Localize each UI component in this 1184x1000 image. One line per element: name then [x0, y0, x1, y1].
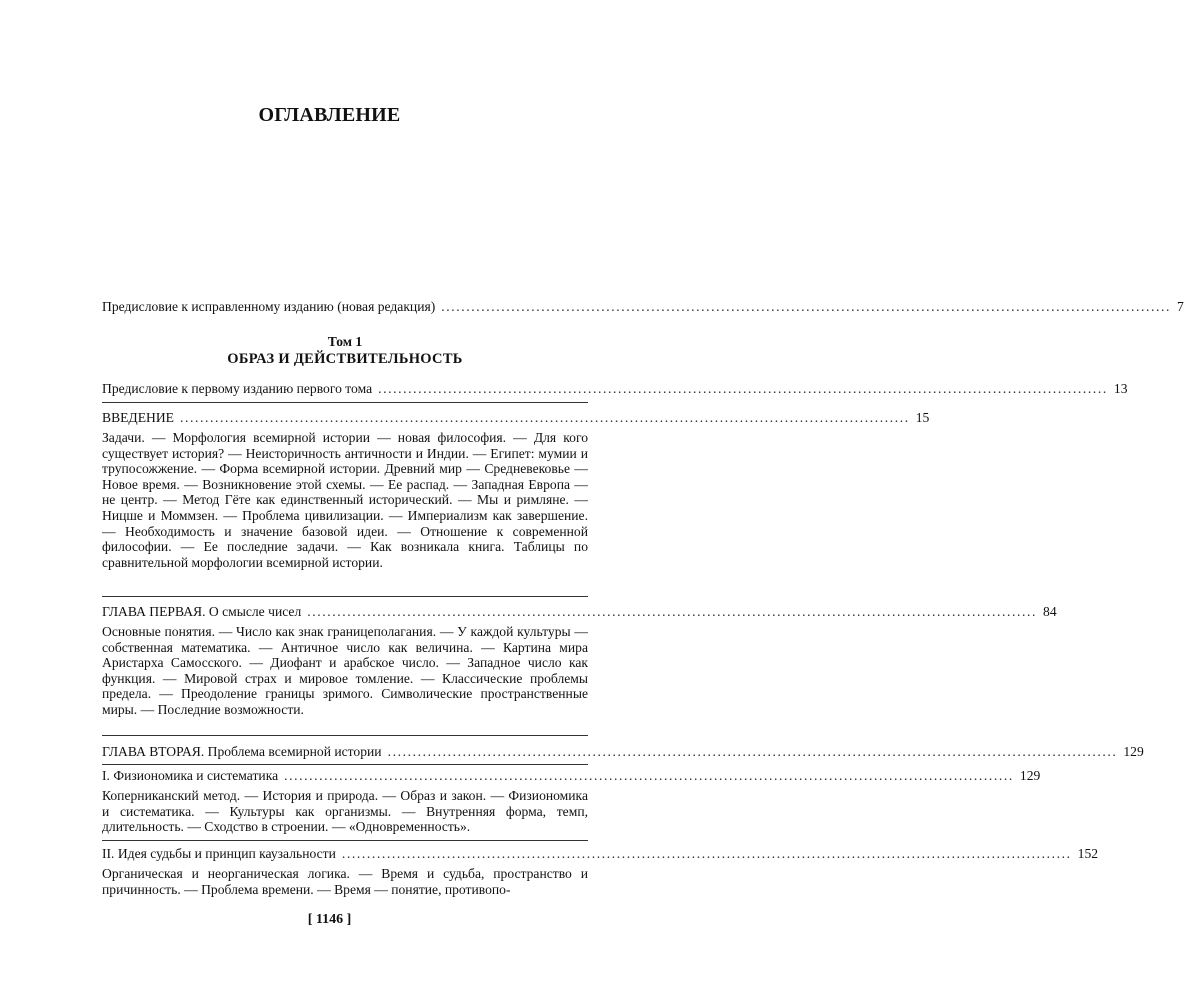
entry-title: ГЛАВА ВТОРАЯ. Проблема всемирной истории: [102, 744, 382, 759]
toc-entry-preface-revised: [102, 297, 1184, 317]
toc-entry-chapter-1: [102, 602, 1057, 718]
entry-page: 129: [1123, 744, 1144, 759]
page-number: [ 1146 ]: [307, 912, 352, 927]
entry-title: II. Идея судьбы и принцип каузальности: [102, 846, 336, 861]
entry-page: 13: [1113, 381, 1128, 396]
entry-page: 84: [1043, 604, 1057, 619]
entry-description: Коперниканский метод. — История и природа. — Образ и закон. — Физиономика и систематика. — Культуры как организмы. — Внутренняя форма, темп, длительность. — Сходство в строении. — «Одновременность».: [102, 788, 588, 835]
separator: [102, 735, 588, 736]
entry-description: Органическая и неорганическая логика. — Время и судьба, пространство и причинность. — Проблема времени. — Время — понятие, противопо-: [102, 866, 588, 897]
entry-title: I. Физиономика и систематика: [102, 768, 279, 783]
separator: [102, 764, 588, 765]
entry-title: Предисловие к первому изданию первого тома: [102, 381, 373, 396]
volume-heading: [102, 334, 588, 368]
leader-dots: ..................................................................................................................................................: [378, 381, 1108, 396]
separator: [102, 840, 588, 841]
toc-entry-section-1: [102, 766, 1041, 835]
leader-dots: ..................................................................................................................................................: [307, 604, 1038, 619]
entry-page: 15: [915, 410, 930, 425]
entry-title: ГЛАВА ПЕРВАЯ. О смысле чисел: [102, 604, 302, 619]
leader-dots: ..................................................................................................................................................: [441, 299, 1172, 314]
toc-entry-section-2: [102, 844, 1099, 897]
entry-description: Задачи. — Морфология всемирной истории — новая философия. — Для кого существует история? — Неисторичность античности и Индии. — Египет: мумии и трупосожжение. — Форма всемирной истории. Древний мир — Средневековье — Новое время. — Возникновение этой схемы. — Ее распад. — Западная Европа — не центр. — Метод Гёте как единственный исторический. — Мы и римляне. — Ницше и Моммзен. — Проблема цивилизации. — Империализм как завершение. — Необходимость и значение базовой идеи. — Отношение к современной философии. — Ее последние задачи. — Как возникала книга. Таблицы по сравнительной морфологии всемирной истории.: [102, 430, 588, 570]
entry-title: ВВЕДЕНИЕ: [102, 410, 174, 425]
toc-entry-intro: [102, 408, 930, 570]
separator: [102, 596, 588, 597]
leader-dots: ..................................................................................................................................................: [179, 410, 910, 425]
entry-page: 129: [1019, 768, 1041, 783]
entry-page: 152: [1077, 846, 1099, 861]
leader-dots: ..................................................................................................................................................: [341, 846, 1072, 861]
leader-dots: ..................................................................................................................................................: [387, 744, 1118, 759]
page-title: ОГЛАВЛЕНИЕ: [258, 104, 401, 126]
entry-description: Основные понятия. — Число как знак границеполагания. — У каждой культуры — собственная математика. — Античное число как величина. — Картина мира Аристарха Самосского. — Диофант и арабское число. — Западное число как функция. — Мировой страх и мировое томление. — Классические проблемы предела. — Преодоление границы зримого. Символические пространственные миры. — Последние возможности.: [102, 624, 588, 717]
volume-title: ОБРАЗ И ДЕЙСТВИТЕЛЬНОСТЬ: [227, 351, 463, 367]
leader-dots: ..................................................................................................................................................: [284, 768, 1014, 783]
volume-label: Том 1: [327, 334, 363, 349]
toc-entry-preface-first: [102, 379, 1128, 399]
entry-page: 7: [1177, 299, 1184, 314]
toc-entry-chapter-2: [102, 742, 1144, 762]
entry-title: Предисловие к исправленному изданию (новая редакция): [102, 299, 436, 314]
separator: [102, 402, 588, 403]
